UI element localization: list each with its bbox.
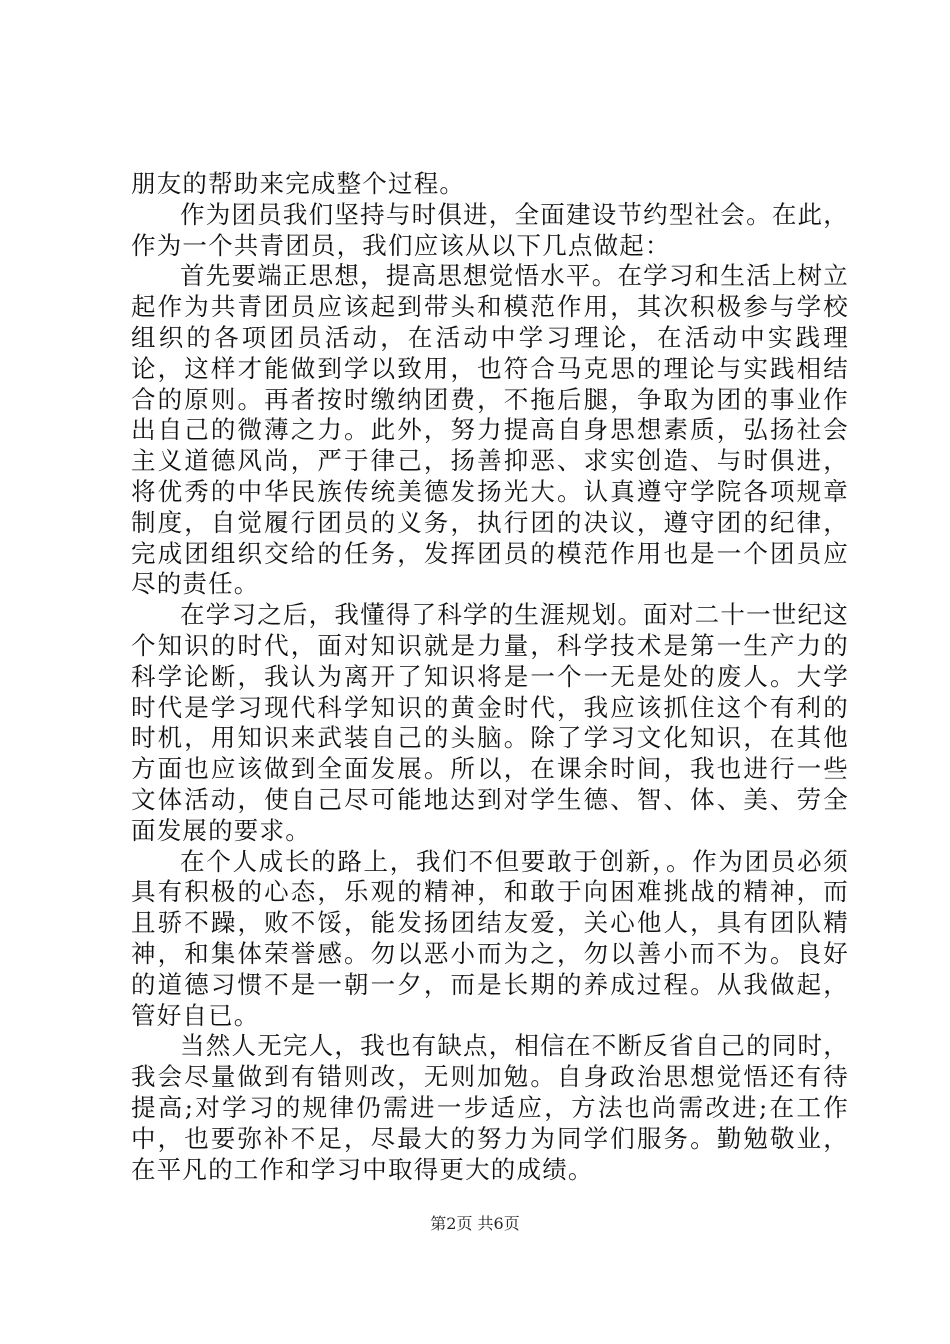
paragraph-career-planning: 在学习之后，我懂得了科学的生涯规划。面对二十一世纪这个知识的时代，面对知识就是力量，科学技术是第一生产力的科学论断，我认为离开了知识将是一个一无是处的废人。大学时代是学习现代科学知识的黄金时代，我应该抓住这个有利的时机，用知识来武装自己的头脑。除了学习文化知识，在其他方面也应该做到全面发展。所以，在课余时间，我也进行一些文体活动，使自己尽可能地达到对学生德、智、体、美、劳全面发展的要求。	[131, 600, 849, 845]
document-body	[131, 169, 849, 1185]
page-number-footer: 第2页 共6页	[430, 1214, 520, 1233]
paragraph-self-improvement: 当然人无完人，我也有缺点，相信在不断反省自己的同时，我会尽量做到有错则改，无则加勉。自身政治思想觉悟还有待提高;对学习的规律仍需进一步适应，方法也尚需改进;在工作中，也要弥补不足，尽最大的努力为同学们服务。勤勉敬业，在平凡的工作和学习中取得更大的成绩。	[131, 1031, 849, 1184]
paragraph-league-member: 作为团员我们坚持与时俱进，全面建设节约型社会。在此，作为一个共青团员，我们应该从以下几点做起：	[131, 199, 849, 260]
paragraph-continuation: 朋友的帮助来完成整个过程。	[131, 169, 466, 198]
paragraph-correct-thinking: 首先要端正思想，提高思想觉悟水平。在学习和生活上树立起作为共青团员应该起到带头和模范作用，其次积极参与学校组织的各项团员活动，在活动中学习理论，在活动中实践理论，这样才能做到学以致用，也符合马克思的理论与实践相结合的原则。再者按时缴纳团费，不拖后腿，争取为团的事业作出自己的微薄之力。此外，努力提高自身思想素质，弘扬社会主义道德风尚，严于律己，扬善抑恶、求实创造、与时俱进，将优秀的中华民族传统美德发扬光大。认真遵守学院各项规章制度，自觉履行团员的义务，执行团的决议，遵守团的纪律，完成团组织交给的任务，发挥团员的模范作用也是一个团员应尽的责任。	[131, 261, 849, 599]
paragraph-personal-growth: 在个人成长的路上，我们不但要敢于创新，。作为团员必须具有积极的心态，乐观的精神，和敢于向困难挑战的精神，而且骄不躁，败不馁，能发扬团结友爱，关心他人，具有团队精神，和集体荣誉感。勿以恶小而为之，勿以善小而不为。良好的道德习惯不是一朝一夕，而是长期的养成过程。从我做起，管好自已。	[131, 846, 849, 1030]
